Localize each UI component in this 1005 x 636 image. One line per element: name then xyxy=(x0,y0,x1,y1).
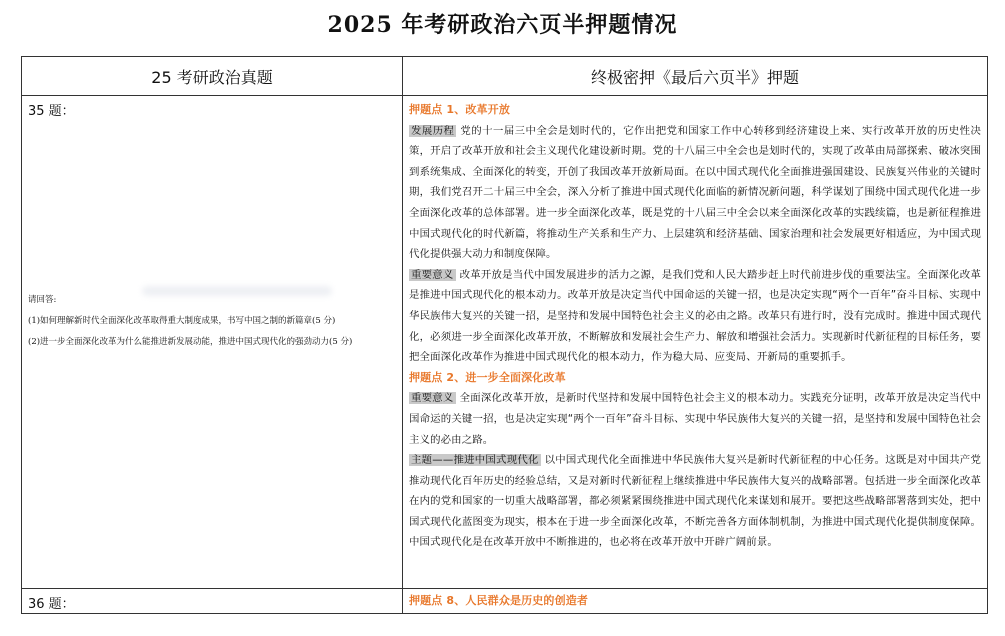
question-number: 35 题： xyxy=(28,104,75,119)
paragraph-significance xyxy=(409,265,981,368)
column-header-right: 终极密押《最后六页半》押题 xyxy=(403,57,988,96)
paragraph-text: 以中国式现代化全面推进中华民族伟大复兴是新时代新征程的中心任务。这既是对中国共产党推动现代化百年历史的经验总结，又是对新时代新征程上继续推进中华民族伟大复兴的战略部署。包括进一步全面深化改革在内的党和国家的一切重大战略部署，都必须紧紧围绕推进中国式现代化来谋划和展开。要把这些战略部署落到实处，把中国式现代化蓝图变为现实，根本在于进一步全面深化改革，不断完善各方面体制机制，为推进中国式现代化提供制度保障。中国式现代化是在改革开放中不断推进的，也必将在改革开放中开辟广阔前景。 xyxy=(409,454,981,549)
comparison-table xyxy=(21,56,988,614)
question-number: 36 题： xyxy=(28,597,75,612)
table-row xyxy=(22,589,988,614)
paragraph-significance xyxy=(409,388,981,450)
paragraph-text: 全面深化改革开放，是新时代坚持和发展中国特色社会主义的根本动力。实践充分证明，改革开放是决定当代中国命运的关键一招，也是决定实现“两个一百年”奋斗目标、实现中华民族伟大复兴的关键一招，是坚持和发展中国特色社会主义的必由之路。 xyxy=(409,392,981,446)
tag-label: 重要意义 xyxy=(411,392,454,405)
prediction-cell xyxy=(403,589,988,614)
prediction-point-title: 押题点 1、改革开放 xyxy=(409,103,510,116)
tag-label: 发展历程 xyxy=(411,124,455,137)
prediction-cell xyxy=(403,96,988,589)
table-row xyxy=(22,96,988,589)
table-header-row xyxy=(22,57,988,96)
column-header-left: 25 考研政治真题 xyxy=(22,57,403,96)
real-exam-cell xyxy=(22,96,403,589)
page-title: 2025 年考研政治六页半押题情况 xyxy=(327,12,678,38)
real-exam-cell xyxy=(22,589,403,614)
answer-prompt: 请回答: xyxy=(28,295,57,305)
prediction-point-title: 押题点 2、进一步全面深化改革 xyxy=(409,370,566,384)
prediction-point-title: 押题点 8、人民群众是历史的创造者 xyxy=(409,594,589,607)
paragraph-dev-history xyxy=(409,121,981,265)
answer-prompt-block xyxy=(28,290,352,353)
tag-label: 主题——推进中国式现代化 xyxy=(411,454,539,467)
paragraph-theme xyxy=(409,450,981,553)
sub-question-2: (2)进一步全面深化改革为什么能推进新发展动能，推进中国式现代化的强劲动力(5 分) xyxy=(28,337,353,347)
paragraph-text: 党的十一届三中全会是划时代的，它作出把党和国家工作中心转移到经济建设上来、实行改革开放的历史性决策，开启了改革开放和社会主义现代化建设新时期。党的十八届三中全会也是划时代的，实现了改革由局部探索、破冰突围到系统集成、全面深化的转变，开创了我国改革开放新局面。在以中国式现代化全面推进强国建设、民族复兴伟业的关键时期，我们党召开二十届三中全会，深入分析了推进中国式现代化面临的新情况新问题，科学谋划了围绕中国式现代化进一步全面深化改革的总体部署。进一步全面深化改革，既是党的十八届三中全会以来全面深化改革的实践续篇，也是新征程推进中国式现代化的时代新篇，将推动生产关系和生产力、上层建筑和经济基础、国家治理和社会发展更好相适应，为中国式现代化提供强大动力和制度保障。 xyxy=(409,124,981,261)
sub-question-1: (1)如何理解新时代全面深化改革取得重大制度成果，书写中国之制的新篇章(5 分) xyxy=(28,316,336,326)
tag-label: 重要意义 xyxy=(411,268,454,281)
paragraph-text: 改革开放是当代中国发展进步的活力之源，是我们党和人民大踏步赶上时代前进步伐的重要法宝。全面深化改革是推进中国式现代化的根本动力。改革开放是决定当代中国命运的关键一招，也是决定实现“两个一百年”奋斗目标、实现中华民族伟大复兴的关键一招，是坚持和发展中国特色社会主义的必由之路。改革只有进行时，没有完成时。推进中国式现代化，必须进一步全面深化改革开放，不断解放和发展社会生产力、解放和增强社会活力。实现新时代新征程的目标任务，要把全面深化改革作为推进中国式现代化的根本动力，作为稳大局、应变局、开新局的重要抓手。 xyxy=(409,268,981,364)
